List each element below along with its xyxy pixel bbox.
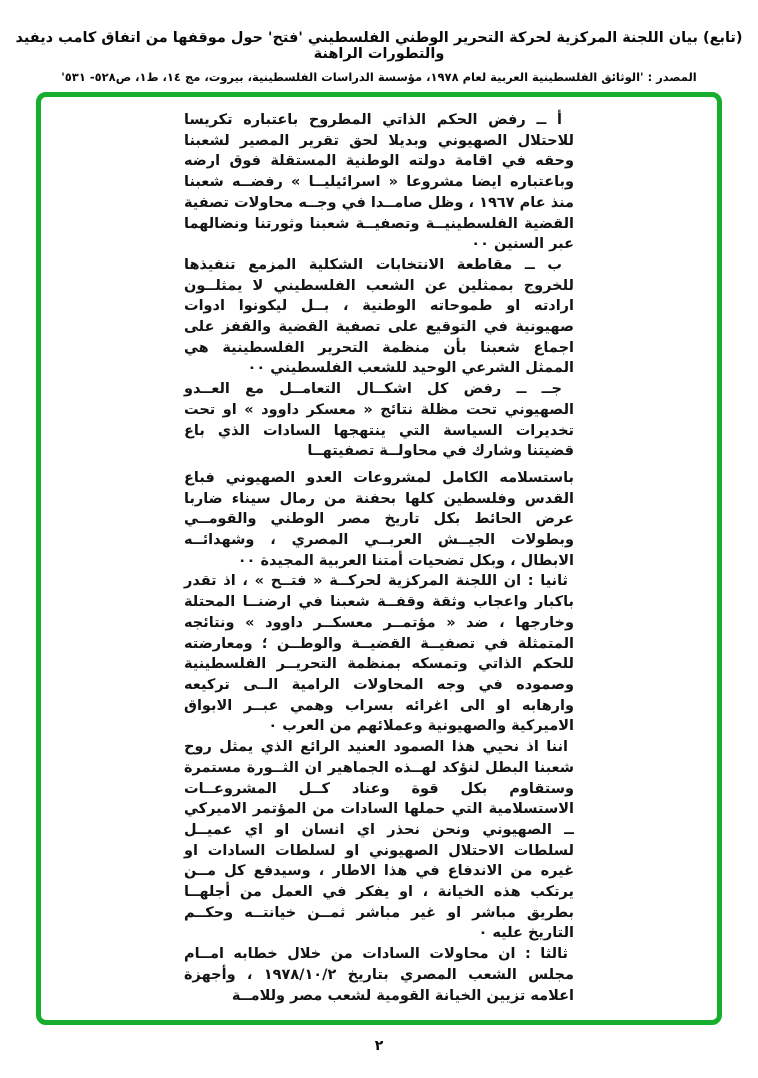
paragraph-section-third: ثالثا : ان محاولات السادات من خلال خطابه امــام مجلس الشعب المصري بتاريخ ١٩٧٨/١٠/٢ ، وأجهزة اعلامه تزيين الخيانة القومية لشعب مصر وللامــة [184, 946, 574, 1004]
document-title: (تابع) بيان اللجنة المركزية لحركة التحرير الوطني الفلسطيني 'فتح' حول موقفها من اتفاق كامب ديفيد والتطورات الراهنة [15, 30, 743, 62]
paragraph-item-alef: أ ــ رفض الحكم الذاتي المطروح باعتباره تكريسا للاحتلال الصهيوني وبديلا لحق تقرير المصير لشعبنا وحقه في اقامة دولته الوطنية المستقلة فوق ارضه وباعتباره ايضا مشروعا « اسرائيليــا » رفضــه شعبنا منذ عام ١٩٦٧ ، وظل صامــدا في وجــه محاولات تصفية القضية الفلسطينيــة وتصفيــة شعبنا وثورتنا ونضالهما عبر السنين ٠٠ [184, 112, 574, 253]
paragraph-item-ba: ب ــ مقاطعة الانتخابات الشكلية المزمع تنفيذها للخروج بممثلين عن الشعب الفلسطيني لا يمثلــون ارادته او طموحاته الوطنية ، بــل ليكونوا ادوات صهيونية في التوقيع على تصفية القضية والقفز على اجماع شعبنا بأن منظمة التحرير الفلسطينية هي الممثل الشرعي الوحيد للشعب الفلسطيني ٠٠ [184, 256, 574, 377]
document-header [0, 30, 758, 84]
document-body [184, 110, 574, 1006]
green-border-frame [36, 92, 722, 1025]
paragraph-item-jim-continuation: باستسلامه الكامل لمشروعات العدو الصهيوني فباع القدس وفلسطين كلها بحفنة من رمال سيناء ضاربا عرض الحائط بكل تاريخ مصر الوطني والقومــي وبطولات الجيــش العربــي المصري ، وشهدائــه الابطال ، وبكل تضحيات أمتنا العربية المجيدة ٠٠ [184, 469, 574, 569]
page-number: ٢ [374, 1038, 384, 1054]
document-source-line: المصدر : 'الوثائق الفلسطينية العربية لعام ١٩٧٨، مؤسسة الدراسات الفلسطينية، بيروت، مج ١٤، ط١، ص٥٢٨- ٥٣١' [61, 70, 697, 84]
paragraph-salute: اننا اذ نحيي هذا الصمود العنيد الرائع الذي يمثل روح شعبنا البطل لنؤكد لهــذه الجماهير ان الثــورة مستمرة وستقاوم بكل قوة وعناد كــل المشروعــات الاستسلامية التي حملها السادات من المؤتمر الاميركي ــ الصهيوني ونحن نحذر اي انسان او اي عميــل لسلطات الاحتلال الصهيوني او لسلطات السادات او غيره من الاندفاع في هذا الاطار ، وسيدفع كل مــن يرتكب هذه الخيانة ، او يفكر في العمل من أجلهــا بطريق مباشر او غير مباشر ثمــن خيانتــه وحكــم التاريخ عليه ٠ [184, 739, 574, 942]
paragraph-section-second: ثانيا : ان اللجنة المركزية لحركــة « فتــح » ، اذ تقدر باكبار واعجاب وثقة وقفــة شعبنا في ارضنــا المحتلة وخارجها ، ضد « مؤتمــر معسكــر داوود » ونتائجه المتمثلة في تصفيــة القضيــة والوطــن ؛ ومعارضته للحكم الذاتي وتمسكه بمنظمة التحريــر الفلسطينية وصموده في وجه المحاولات الرامية الــى تركيعه وارهابه او الى اغرائه بسراب وهمي عبــر الابواق الاميركية والصهيونية وعملائهم من العرب ٠ [184, 573, 574, 735]
paragraph-item-jim: جــ ــ رفض كل اشكــال التعامــل مع العــدو الصهيوني تحت مظلة نتائج « معسكر داوود » او تحت تخديرات السياسة التي ينتهجها السادات الذي باع قضيتنا وشارك في محاولــة تصفيتهــا [184, 381, 574, 460]
